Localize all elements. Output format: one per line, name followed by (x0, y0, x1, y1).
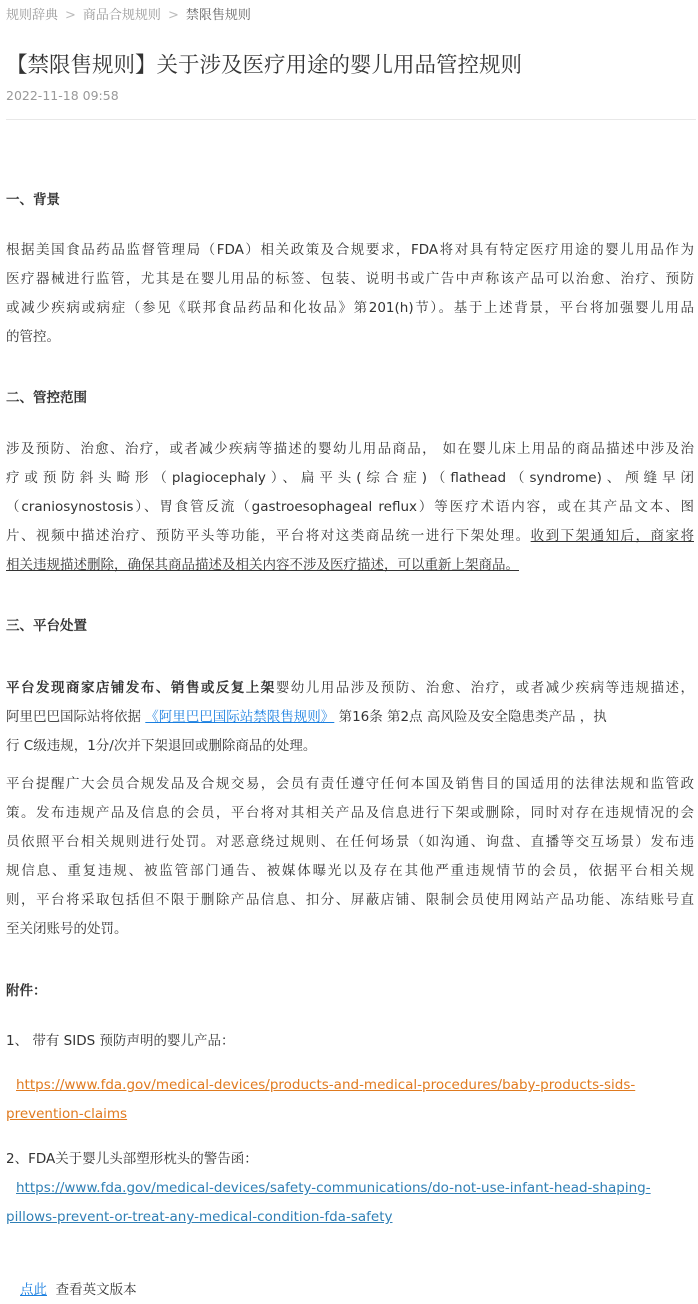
paragraph-line (6, 551, 694, 580)
paragraph-line-mixed (6, 674, 694, 703)
english-version-link[interactable]: 点此 (20, 1282, 47, 1298)
paragraph-line: 根据美国食品药品监督管理局（FDA）相关政策及合规要求，FDA将对具有特定医疗用途的婴儿用品作为 (6, 242, 694, 258)
section-heading-attachments: 附件： (6, 983, 47, 999)
breadcrumb-separator: > (167, 8, 179, 23)
breadcrumb-item-product-compliance[interactable]: 商品合规规则 (82, 8, 161, 23)
paragraph-line: 规信息、重复违规、被监管部门通告、被媒体曝光以及存在其他严重违规情节的会员，依据平台相关规 (6, 863, 694, 879)
attachment-2-label: 2、FDA关于婴儿头部塑形枕头的警告函： (6, 1151, 258, 1167)
paragraph-line: 医疗器械进行监管，尤其是在婴儿用品的标签、包装、说明书或广告中声称该产品可以治愈、治疗、预防 (6, 271, 694, 287)
paragraph-text: 片、视频中描述治疗、预防平头等功能，平台将对这类商品统一进行下架处理。 (6, 528, 531, 544)
underlined-notice: 相关违规描述删除，确保其商品描述及相关内容不涉及医疗描述，可以重新上架商品。 (6, 557, 519, 573)
attachment-1-url[interactable]: prevention-claims (6, 1106, 128, 1122)
paragraph-line-mixed (6, 703, 694, 732)
scope-paragraph (6, 435, 694, 580)
paragraph-line: （craniosynostosis）、胃食管反流（gastroesophageal reflux）等医疗术语内容，或在其产品文本、图 (6, 499, 694, 515)
attachment-1-label: 1、 带有 SIDS 预防声明的婴儿产品： (6, 1033, 235, 1049)
publish-date: 2022-11-18 09:58 (6, 88, 119, 103)
breadcrumb-separator: > (65, 8, 76, 23)
background-paragraph (6, 236, 694, 352)
attachment-2-url[interactable]: pillows-prevent-or-treat-any-medical-condition-fda-safety (6, 1209, 393, 1225)
underlined-notice: 收到下架通知后，商家将 (530, 528, 694, 544)
rule-link[interactable]: 《阿里巴巴国际站禁限售规则》 (145, 709, 335, 725)
handling-paragraph-2 (6, 770, 694, 944)
breadcrumb-item-current: 禁限售规则 (185, 8, 251, 23)
paragraph-line: 行 C级违规，1分/次并下架退回或删除商品的处理。 (6, 738, 317, 754)
attachment-2-link-cont[interactable] (6, 1207, 392, 1227)
handling-paragraph-1 (6, 674, 694, 761)
paragraph-line-mixed (6, 522, 694, 551)
paragraph-text: 婴幼儿用品涉及预防、治愈、治疗，或者减少疾病等违规描述， (275, 680, 694, 696)
english-version-footer (20, 1280, 137, 1300)
paragraph-line: 策。发布违规产品及信息的会员，平台将对其相关产品及信息进行下架或删除，同时对存在违规情况的会 (6, 805, 694, 821)
page-title: 【禁限售规则】关于涉及医疗用途的婴儿用品管控规则 (6, 53, 523, 78)
section-heading-scope: 二、管控范围 (6, 390, 87, 406)
bold-lead-text: 平台发现商家店铺发布、销售或反复上架 (6, 680, 276, 696)
english-version-text: 查看英文版本 (55, 1282, 137, 1298)
header-divider (6, 119, 696, 120)
paragraph-line: 员依照平台相关规则进行处罚。对恶意绕过规则、在任何场景（如沟通、询盘、直播等交互场景）发布违 (6, 834, 694, 850)
paragraph-line: 涉及预防、治愈、治疗，或者减少疾病等描述的婴幼儿用品商品， 如在婴儿床上用品的商品描述中涉及治 (6, 441, 694, 457)
paragraph-text: 阿里巴巴国际站将依据 (6, 709, 146, 725)
attachment-1-link[interactable] (16, 1075, 635, 1095)
attachment-2-url[interactable]: https://www.fda.gov/medical-devices/safety-communications/do-not-use-infant-head-shaping- (16, 1180, 651, 1196)
paragraph-line: 平台提醒广大会员合规发品及合规交易，会员有责任遵守任何本国及销售目的国适用的法律法规和监管政 (6, 776, 694, 792)
paragraph-line: 或减少疾病或病症（参见《联邦食品药品和化妆品》第201(h)节）。基于上述背景，平台将加强婴儿用品 (6, 300, 694, 316)
breadcrumb-item-rule-dictionary[interactable]: 规则辞典 (6, 8, 59, 23)
paragraph-text: 第16条 第2点 高风险及安全隐患类产品 ，执 (334, 709, 607, 725)
paragraph-line: 疗或预防斜头畸形（plagiocephaly）、扁平头(综合症)（flathead（syndrome)、颅缝早闭 (6, 470, 694, 486)
attachment-1-link-cont[interactable] (6, 1104, 127, 1124)
section-heading-background: 一、背景 (6, 192, 60, 208)
section-heading-handling: 三、平台处置 (6, 618, 87, 634)
paragraph-line: 至关闭账号的处罚。 (6, 921, 128, 937)
paragraph-line: 的管控。 (6, 329, 60, 345)
breadcrumb (6, 6, 251, 26)
paragraph-line: 则，平台将采取包括但不限于删除产品信息、扣分、屏蔽店铺、限制会员使用网站产品功能、冻结账号直 (6, 892, 694, 908)
attachment-2-link[interactable] (16, 1178, 651, 1198)
attachment-1-url[interactable]: https://www.fda.gov/medical-devices/products-and-medical-procedures/baby-products-sids- (16, 1077, 636, 1093)
